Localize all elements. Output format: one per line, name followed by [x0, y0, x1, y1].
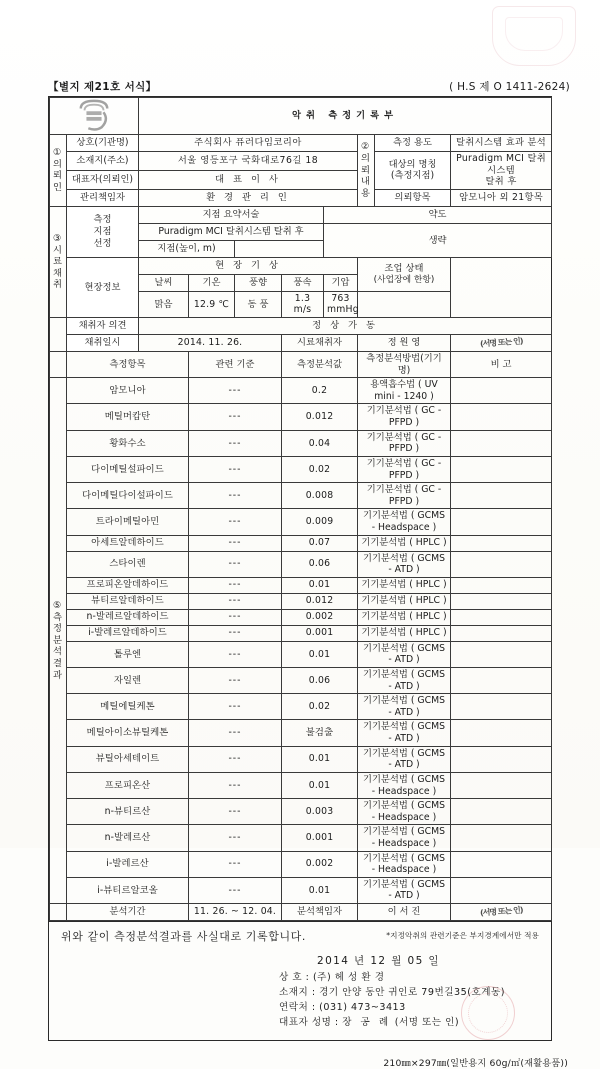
red-seal-icon [461, 986, 515, 1040]
period-value: 11. 26. ~ 12. 04. [189, 903, 282, 920]
cell-item: 메틸머캅탄 [67, 404, 189, 430]
cell-value: 0.001 [282, 825, 358, 851]
cell-item: 뷰티르알데하이드 [67, 593, 189, 609]
client-label-3: 관리책임자 [67, 189, 139, 206]
table-row [50, 877, 552, 903]
cell-standard: --- [189, 551, 282, 577]
cell-method: 기기분석법 ( GCMS - Headspace ) [358, 799, 451, 825]
col-note: 비 고 [451, 352, 552, 378]
operation-header-2: (사업장에 한항) [373, 274, 435, 285]
cell-item: i-뷰티르알코올 [67, 877, 189, 903]
table-row [50, 551, 552, 577]
analyst-label: 분석책임자 [282, 903, 358, 920]
cell-standard: --- [189, 641, 282, 667]
opinion-value: 정 상 가 동 [139, 318, 552, 335]
cell-standard: --- [189, 430, 282, 456]
analyst-seal-icon: (서명 또는 인) [479, 905, 523, 918]
table-row [50, 577, 552, 593]
address-value: 경기 안양 동안 귀인로 79번길35(호계동) [319, 986, 506, 998]
request-section-mark: ② [361, 141, 372, 153]
opinion-label: 채취자 의견 [67, 318, 139, 335]
summary-value: Puradigm MCI 탈취시스템 탈취 후 [139, 223, 324, 240]
cell-method: 기기분석법 ( GCMS - Headspace ) [358, 772, 451, 798]
cell-item: i-발레르산 [67, 851, 189, 877]
cell-value: 0.012 [282, 404, 358, 430]
client-value-3: 환 경 관 리 인 [139, 189, 358, 206]
statement-date: 2014 년 12 월 05 일 [317, 954, 440, 967]
client-value-2: 대 표 이 사 [139, 170, 358, 189]
cell-standard: --- [189, 593, 282, 609]
analyst-stamp-cell [451, 903, 552, 920]
target-label-2: (측정지점) [390, 170, 435, 182]
cell-note [451, 877, 552, 903]
table-row [50, 430, 552, 456]
cell-item: 프로피온산 [67, 772, 189, 798]
cell-note [451, 404, 552, 430]
table-row [50, 609, 552, 625]
table-row [50, 772, 552, 798]
cell-standard: --- [189, 799, 282, 825]
cell-note [451, 720, 552, 746]
results-header-row [50, 352, 552, 378]
weather-value-3: 1.3 m/s [282, 291, 324, 317]
cell-note [451, 509, 552, 535]
table-row [50, 825, 552, 851]
cell-method: 기기분석법 ( GC - PFPD ) [358, 404, 451, 430]
cell-standard: --- [189, 535, 282, 551]
cell-item: 스타이렌 [67, 551, 189, 577]
summary-header: 지점 요약서술 [139, 206, 324, 223]
cell-note [451, 641, 552, 667]
title-row [50, 98, 552, 135]
cell-note [451, 456, 552, 482]
cell-note [451, 772, 552, 798]
cell-method: 기기분석법 ( GCMS - ATD ) [358, 694, 451, 720]
field-info-label: 현장정보 [67, 257, 139, 317]
cell-standard: --- [189, 483, 282, 509]
col-method: 측정분석방법(기기명) [358, 352, 451, 378]
client-label-0: 상호(기관명) [67, 135, 139, 152]
company-label: 상 호 : [279, 971, 310, 983]
client-row-0 [50, 135, 552, 152]
cell-note [451, 668, 552, 694]
cell-item: 다이메틸설파이드 [67, 456, 189, 482]
page-title: 악취 측정기록부 [139, 98, 552, 135]
hs-number: ( H.S 제 O 1411-2624) [449, 81, 570, 93]
company-line [279, 971, 539, 986]
cell-item: n-발레르산 [67, 825, 189, 851]
cell-value: 0.003 [282, 799, 358, 825]
purpose-value: 탈취시스템 효과 분석 [451, 135, 552, 152]
cell-item: 프로피온알데하이드 [67, 577, 189, 593]
items-label: 의뢰항목 [375, 189, 451, 206]
cell-method: 기기분석법 ( GCMS - Headspace ) [358, 509, 451, 535]
address-label: 소재지 : [279, 986, 316, 998]
weather-value-1: 12.9 ℃ [189, 291, 235, 317]
cell-note [451, 593, 552, 609]
cell-value: 0.01 [282, 746, 358, 772]
logo-cell [50, 98, 139, 135]
cell-value: 0.008 [282, 483, 358, 509]
results-section-foot [50, 903, 67, 920]
rep-suffix: (서명 또는 인) [394, 1016, 460, 1028]
col-item: 측정항목 [67, 352, 189, 378]
cell-value: 0.01 [282, 772, 358, 798]
operation-value [358, 291, 451, 317]
cell-note [451, 430, 552, 456]
client-row-1 [50, 152, 552, 171]
cell-method: 기기분석법 ( GCMS - ATD ) [358, 668, 451, 694]
weather-value-2: 동 풍 [235, 291, 282, 317]
request-section-label: ② 의 뢰 내 용 [358, 135, 375, 207]
table-row [50, 851, 552, 877]
table-row [50, 404, 552, 430]
cell-value: 0.06 [282, 668, 358, 694]
sampling-date-row [50, 335, 552, 352]
map-header: 약도 [324, 206, 552, 223]
cell-item: 암모니아 [67, 378, 189, 404]
record-table-frame [48, 96, 552, 922]
cell-standard: --- [189, 609, 282, 625]
col-value: 측정분석값 [282, 352, 358, 378]
sampling-date-value: 2014. 11. 26. [139, 335, 282, 352]
cell-standard: --- [189, 625, 282, 641]
contact-value: (031) 473~3413 [319, 1001, 406, 1013]
cell-method: 기기분석법 ( GC - PFPD ) [358, 483, 451, 509]
cell-note [451, 577, 552, 593]
items-value: 암모니아 외 21항목 [451, 189, 552, 206]
cell-standard: --- [189, 746, 282, 772]
sampling-section-label-cont [50, 318, 67, 352]
cell-method: 기기분석법 ( GCMS - ATD ) [358, 720, 451, 746]
company-emblem-icon [75, 99, 113, 133]
cell-note [451, 694, 552, 720]
cell-note [451, 625, 552, 641]
cell-note [451, 851, 552, 877]
cell-note [451, 535, 552, 551]
table-row [50, 535, 552, 551]
table-row [50, 668, 552, 694]
sampler-value: 정 원 영 [358, 335, 451, 352]
client-section-text: 의 [53, 158, 64, 170]
map-value: 생략 [324, 223, 552, 257]
cell-note [451, 378, 552, 404]
cell-standard: --- [189, 877, 282, 903]
cell-note [451, 746, 552, 772]
paper-spec: 210㎜×297㎜(일반용지 60g/㎡(재활용품)) [383, 1058, 568, 1069]
table-row [50, 483, 552, 509]
cell-value: 0.2 [282, 378, 358, 404]
cell-value: 0.01 [282, 877, 358, 903]
statement-text: 위와 같이 측정분석결과를 사실대로 기록합니다. [61, 929, 307, 943]
cell-method: 기기분석법 ( HPLC ) [358, 535, 451, 551]
operation-header [358, 257, 451, 291]
cell-item: n-발레르알데하이드 [67, 609, 189, 625]
cell-value: 0.06 [282, 551, 358, 577]
cell-value: 0.002 [282, 609, 358, 625]
cell-item: 톨루엔 [67, 641, 189, 667]
analyst-value: 이 서 진 [358, 903, 451, 920]
sampling-section-label: ③ 시 료 채 취 [50, 206, 67, 317]
cell-item: 아세트알데하이드 [67, 535, 189, 551]
table-row [50, 746, 552, 772]
form-number: 【별지 제21호 서식】 [48, 81, 157, 93]
sampling-summary-header-row [50, 206, 552, 223]
client-label-2: 대표자(의뢰인) [67, 170, 139, 189]
table-row [50, 641, 552, 667]
cell-value: 0.012 [282, 593, 358, 609]
cell-item: 다이메틸다이설파이드 [67, 483, 189, 509]
weather-header-3: 풍속 [282, 274, 324, 291]
height-value [235, 240, 324, 257]
sampler-stamp-cell [451, 335, 552, 352]
cell-item: 메틸아이소뷰틸케톤 [67, 720, 189, 746]
table-row [50, 378, 552, 404]
cell-value: 0.02 [282, 456, 358, 482]
contact-label: 연락처 : [279, 1001, 316, 1013]
weather-value-4: 763 mmHg [324, 291, 358, 317]
weather-group-header: 현 장 기 상 [139, 257, 358, 274]
statement-note: *지정악취의 관련기준은 부지경계에서만 적용 [386, 930, 539, 940]
point-select-label: 측정 지점 선정 [67, 206, 139, 257]
cell-standard: --- [189, 851, 282, 877]
cell-method: 기기분석법 ( GC - PFPD ) [358, 430, 451, 456]
cell-method: 기기분석법 ( HPLC ) [358, 593, 451, 609]
cell-value: 0.02 [282, 694, 358, 720]
cell-value: 0.07 [282, 535, 358, 551]
client-section-label: ① 의 뢰 인 [50, 135, 67, 207]
cell-method: 기기분석법 ( GC - PFPD ) [358, 456, 451, 482]
rep-value: 장 공 례 [342, 1016, 392, 1028]
cell-note [451, 483, 552, 509]
company-value: (주) 헤 성 환 경 [312, 971, 385, 983]
cell-item: 자일렌 [67, 668, 189, 694]
table-row [50, 593, 552, 609]
cell-item: 황화수소 [67, 430, 189, 456]
cell-method: 기기분석법 ( GCMS - ATD ) [358, 551, 451, 577]
client-value-1: 서울 영등포구 국화대로76길 18 [139, 152, 358, 171]
target-value-1: Puradigm MCI 탈취시스템 [456, 153, 547, 176]
cell-standard: --- [189, 772, 282, 798]
rep-label: 대표자 성명 : [279, 1016, 339, 1028]
cell-value: 0.009 [282, 509, 358, 535]
cell-value: 0.01 [282, 577, 358, 593]
cell-standard: --- [189, 577, 282, 593]
target-label-1: 대상의 명칭 [388, 158, 437, 170]
cell-note [451, 799, 552, 825]
table-row [50, 694, 552, 720]
cell-standard: --- [189, 378, 282, 404]
cell-item: 메틸에틸케톤 [67, 694, 189, 720]
cell-method: 기기분석법 ( GCMS - Headspace ) [358, 851, 451, 877]
col-standard: 관련 기준 [189, 352, 282, 378]
cell-method: 기기분석법 ( GCMS - ATD ) [358, 641, 451, 667]
sampling-date-label: 채취일시 [67, 335, 139, 352]
weather-header-1: 기온 [189, 274, 235, 291]
height-label: 지점(높이, m) [139, 240, 235, 257]
target-value [451, 152, 552, 190]
cell-standard: --- [189, 404, 282, 430]
table-row [50, 720, 552, 746]
cell-standard: --- [189, 509, 282, 535]
cell-value: 0.04 [282, 430, 358, 456]
table-row [50, 456, 552, 482]
sampler-label: 시료채취자 [282, 335, 358, 352]
cell-standard: --- [189, 720, 282, 746]
cell-method: 용액흡수법 ( UV mini - 1240 ) [358, 378, 451, 404]
cell-method: 기기분석법 ( HPLC ) [358, 625, 451, 641]
cell-note [451, 825, 552, 851]
cell-item: n-뷰티르산 [67, 799, 189, 825]
cell-note [451, 609, 552, 625]
cell-method: 기기분석법 ( HPLC ) [358, 609, 451, 625]
cell-item: 뷰틸아세테이트 [67, 746, 189, 772]
cell-standard: --- [189, 456, 282, 482]
cell-value: 0.002 [282, 851, 358, 877]
sampling-section-mark: ③ [53, 232, 64, 244]
operation-header-1: 조업 상태 [384, 263, 424, 275]
weather-header-2: 풍향 [235, 274, 282, 291]
period-label: 분석기간 [67, 903, 189, 920]
cell-value: 0.01 [282, 641, 358, 667]
opinion-row [50, 318, 552, 335]
results-section-mark: ⑤ [53, 599, 64, 611]
cell-item: i-발레르알데하이드 [67, 625, 189, 641]
purpose-label: 측정 용도 [375, 135, 451, 152]
cell-standard: --- [189, 825, 282, 851]
cell-note [451, 551, 552, 577]
weather-header-0: 날씨 [139, 274, 189, 291]
client-label-1: 소재지(주소) [67, 152, 139, 171]
cell-standard: --- [189, 694, 282, 720]
weather-header-4: 기압 [324, 274, 358, 291]
cell-method: 기기분석법 ( GCMS - ATD ) [358, 746, 451, 772]
field-weather-header-row [50, 257, 552, 274]
cell-method: 기기분석법 ( HPLC ) [358, 577, 451, 593]
cell-item: 트라이메틸아민 [67, 509, 189, 535]
cell-method: 기기분석법 ( GCMS - Headspace ) [358, 825, 451, 851]
table-row [50, 509, 552, 535]
weather-value-0: 맑음 [139, 291, 189, 317]
table-row [50, 625, 552, 641]
results-rows [50, 378, 552, 904]
results-section-label: ⑤ 측 정 분 석 결 과 [50, 378, 67, 904]
client-value-0: 주식회사 퓨러다임코리아 [139, 135, 358, 152]
signature-block [61, 953, 539, 1030]
cell-standard: --- [189, 668, 282, 694]
cell-value: 0.001 [282, 625, 358, 641]
top-right-stamp-icon [492, 6, 576, 66]
table-row [50, 799, 552, 825]
target-value-2: 탈취 후 [485, 176, 517, 188]
cell-value: 불검출 [282, 720, 358, 746]
period-row [50, 903, 552, 920]
results-section-spacer [50, 352, 67, 378]
client-section-mark: ① [53, 147, 64, 159]
client-row-3 [50, 189, 552, 206]
sampler-seal-icon: (서명 또는 인) [479, 336, 523, 349]
statement-block [48, 921, 552, 1041]
target-label [375, 152, 451, 190]
cell-method: 기기분석법 ( GCMS - ATD ) [358, 877, 451, 903]
